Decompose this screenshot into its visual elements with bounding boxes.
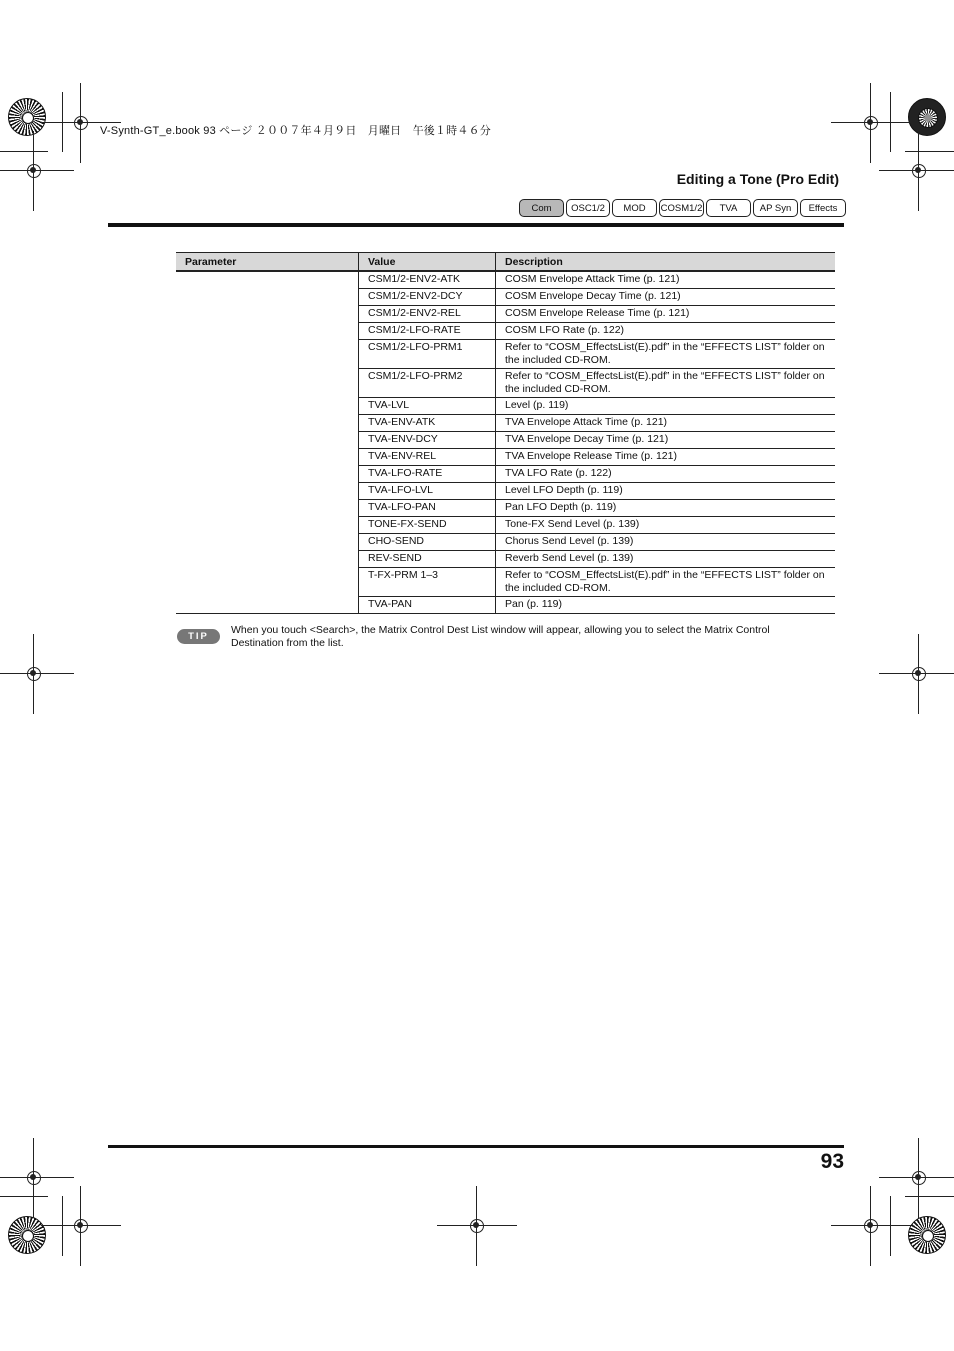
tab-mod: MOD [612,199,657,217]
color-wheel-mark-bottom-right [908,1216,946,1254]
tab-ap-syn: AP Syn [753,199,798,217]
tab-effects: Effects [800,199,846,217]
value-cell: TVA-LFO-RATE [359,466,496,483]
description-cell: Pan (p. 119) [496,597,836,614]
value-cell: CSM1/2-LFO-PRM2 [359,369,496,398]
description-cell: TVA Envelope Decay Time (p. 121) [496,432,836,449]
value-cell: TONE-FX-SEND [359,517,496,534]
description-cell: Refer to “COSM_EffectsList(E).pdf” in the “EFFECTS LIST” folder on the included CD-ROM. [496,340,836,369]
value-cell: TVA-ENV-ATK [359,415,496,432]
value-cell: TVA-LVL [359,398,496,415]
value-cell: REV-SEND [359,551,496,568]
value-cell: T-FX-PRM 1–3 [359,568,496,597]
registration-mark [0,634,74,714]
description-cell: Reverb Send Level (p. 139) [496,551,836,568]
description-cell: Pan LFO Depth (p. 119) [496,500,836,517]
registration-mark [879,634,954,714]
registration-mark [831,1186,911,1266]
crop-mark [0,151,48,152]
value-cell: CSM1/2-LFO-RATE [359,323,496,340]
crop-mark [890,92,891,152]
parameter-cell [176,271,359,614]
page-number: 93 [820,1150,844,1173]
description-cell: Refer to “COSM_EffectsList(E).pdf” in the “EFFECTS LIST” folder on the included CD-ROM. [496,369,836,398]
tip-text: When you touch <Search>, the Matrix Control Dest List window will appear, allowing you to select the Matrix Control Destination from the list. [231,624,770,649]
value-cell: CSM1/2-ENV2-DCY [359,289,496,306]
value-cell: CSM1/2-ENV2-ATK [359,271,496,289]
description-cell: Refer to “COSM_EffectsList(E).pdf” in the “EFFECTS LIST” folder on the included CD-ROM. [496,568,836,597]
value-cell: TVA-PAN [359,597,496,614]
tab-com: Com [519,199,564,217]
description-cell: Chorus Send Level (p. 139) [496,534,836,551]
table-row [176,271,835,289]
registration-mark [41,1186,121,1266]
crop-mark [62,92,63,152]
value-cell: CSM1/2-ENV2-REL [359,306,496,323]
value-cell: TVA-ENV-REL [359,449,496,466]
crop-mark [905,151,954,152]
crop-mark [62,1196,63,1256]
description-cell: TVA Envelope Release Time (p. 121) [496,449,836,466]
parameter-table [176,252,835,614]
tab-osc: OSC1/2 [566,199,610,217]
crop-mark [905,1196,954,1197]
column-header-value: Value [359,253,496,272]
description-cell: COSM Envelope Release Time (p. 121) [496,306,836,323]
value-cell: TVA-LFO-LVL [359,483,496,500]
description-cell: Level LFO Depth (p. 119) [496,483,836,500]
value-cell: CSM1/2-LFO-PRM1 [359,340,496,369]
description-cell: TVA Envelope Attack Time (p. 121) [496,415,836,432]
registration-mark [437,1186,517,1266]
tab-tva: TVA [706,199,751,217]
tab-cosm: COSM1/2 [659,199,704,217]
crop-mark [890,1196,891,1256]
description-cell: Tone-FX Send Level (p. 139) [496,517,836,534]
description-cell: COSM Envelope Attack Time (p. 121) [496,271,836,289]
value-cell: CHO-SEND [359,534,496,551]
description-cell: COSM LFO Rate (p. 122) [496,323,836,340]
tip-icon: TIP [177,629,220,644]
value-cell: TVA-LFO-PAN [359,500,496,517]
file-header: V-Synth-GT_e.book 93 ページ ２００７年４月９日 月曜日 午後１時４６分 [100,125,491,137]
header-rule [108,223,844,227]
description-cell: TVA LFO Rate (p. 122) [496,466,836,483]
section-title: Editing a Tone (Pro Edit) [676,171,839,187]
description-cell: Level (p. 119) [496,398,836,415]
footer-rule [108,1145,844,1148]
description-cell: COSM Envelope Decay Time (p. 121) [496,289,836,306]
value-cell: TVA-ENV-DCY [359,432,496,449]
column-header-parameter: Parameter [176,253,359,272]
section-tabs [519,199,846,217]
column-header-description: Description [496,253,836,272]
crop-mark [0,1196,48,1197]
